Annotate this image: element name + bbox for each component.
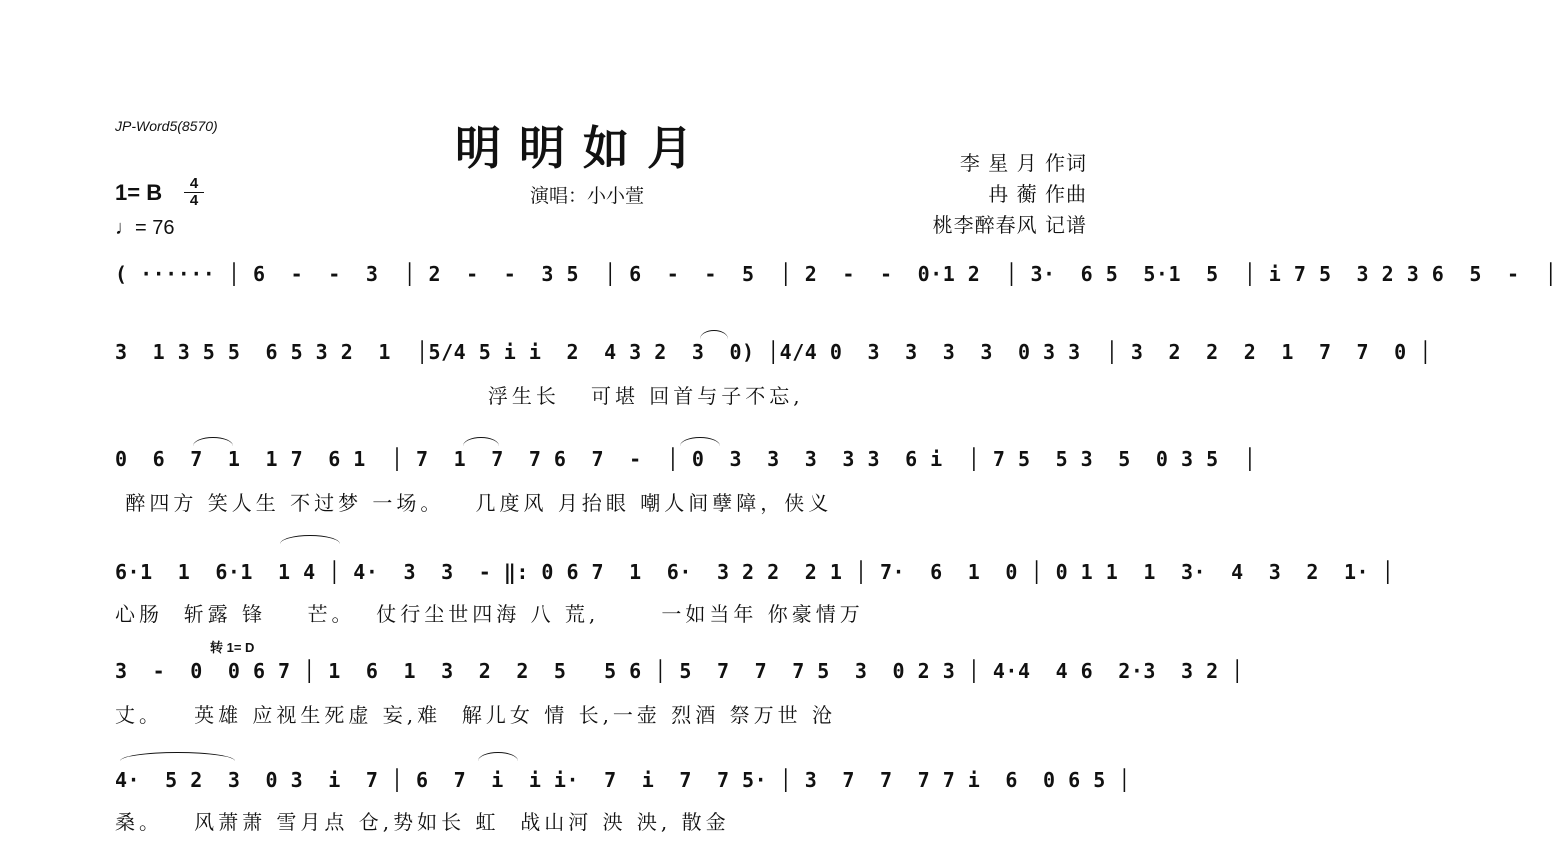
- transcriber-credit: 桃李醉春风 记谱: [932, 213, 1087, 237]
- composer-credit: 冉 蘅 作曲: [988, 182, 1087, 206]
- lyricist-credit: 李 星 月 作词: [959, 151, 1087, 175]
- software-watermark: JP-Word5(8570): [115, 118, 218, 134]
- time-signature-top: 4: [189, 175, 199, 192]
- score-line-4: [115, 556, 1395, 626]
- score-line-5: [115, 637, 1244, 732]
- score-line-2: [115, 336, 1432, 408]
- slur-mark: [478, 752, 518, 761]
- slur-mark: [280, 535, 340, 544]
- time-signature: [184, 176, 204, 209]
- notation-row: 3 1 3 5 5 6 5 3 2 1 │5/4 5 i i 2 4 3 2 3 0) │4/4 0 3 3 3 3 0 3 3 │ 3 2 2 2 1 7 7 0 │: [115, 340, 1432, 364]
- lyrics-row: 丈。 英雄 应视生死虚 妄,难 解儿女 情 长,一壶 烈酒 祭万世 沧: [115, 703, 837, 727]
- slur-mark: [700, 330, 728, 339]
- notation-row: 6·1 1 6·1 1 4 │ 4· 3 3 - ‖: 0 6 7 1 6· 3 2 2 2 1 │ 7· 6 1 0 │ 0 1 1 1 3· 4 3 2 1· │: [115, 560, 1395, 584]
- quarter-note-icon: ♩: [115, 217, 135, 239]
- slur-mark: [463, 437, 499, 446]
- singer-credit: 演唱：小小萱: [530, 185, 645, 207]
- slur-mark: [120, 752, 235, 761]
- lyrics-row: 桑。 风萧萧 雪月点 仓,势如长 虹 战山河 泱 泱, 散金: [115, 810, 730, 834]
- song-title: 明明如月: [455, 121, 711, 175]
- lyrics-row: 心肠 斩露 锋 芒。 仗行尘世四海 八 荒, 一如当年 你豪情万: [115, 602, 864, 626]
- score-line-3: [115, 443, 1257, 515]
- tempo-value: = 76: [135, 217, 175, 239]
- slur-mark: [680, 437, 720, 446]
- slur-mark: [193, 437, 233, 446]
- lyrics-row: 醉四方 笑人生 不过梦 一场。 几度风 月抬眼 嘲人间孽障，侠义: [115, 491, 833, 515]
- notation-row: 3 - 0 0 6 7 │ 1 6 1 3 2 2 5 5 6 │ 5 7 7 7 5 3 0 2 3 │ 4·4 4 6 2·3 3 2 │: [115, 659, 1244, 683]
- lyrics-row: 浮生长 可堪 回首与子不忘,: [115, 384, 804, 408]
- notation-row: 0 6 7 1 1 7 6 1 │ 7 1 7 7 6 7 - │ 0 3 3 3 3 3 6 i │ 7 5 5 3 5 0 3 5 │: [115, 447, 1257, 471]
- time-signature-bottom: 4: [184, 192, 204, 209]
- score-line-6: [115, 768, 1131, 838]
- key-signature: 1= B: [115, 180, 163, 205]
- score-line-1: [115, 258, 1557, 308]
- notation-row: ( ······ │ 6 - - 3 │ 2 - - 3 5 │ 6 - - 5 │ 2 - - 0·1 2 │ 3· 6 5 5·1 5 │ i 7 5 3 2 3 6 5 - │: [115, 262, 1557, 286]
- notation-row: 4· 5 2 3 0 3 i 7 │ 6 7 i i i· 7 i 7 7 5· │ 3 7 7 7 7 i 6 0 6 5 │: [115, 768, 1131, 792]
- key-change-marking: 转 1= D: [210, 640, 255, 655]
- tempo-marking: [115, 217, 174, 240]
